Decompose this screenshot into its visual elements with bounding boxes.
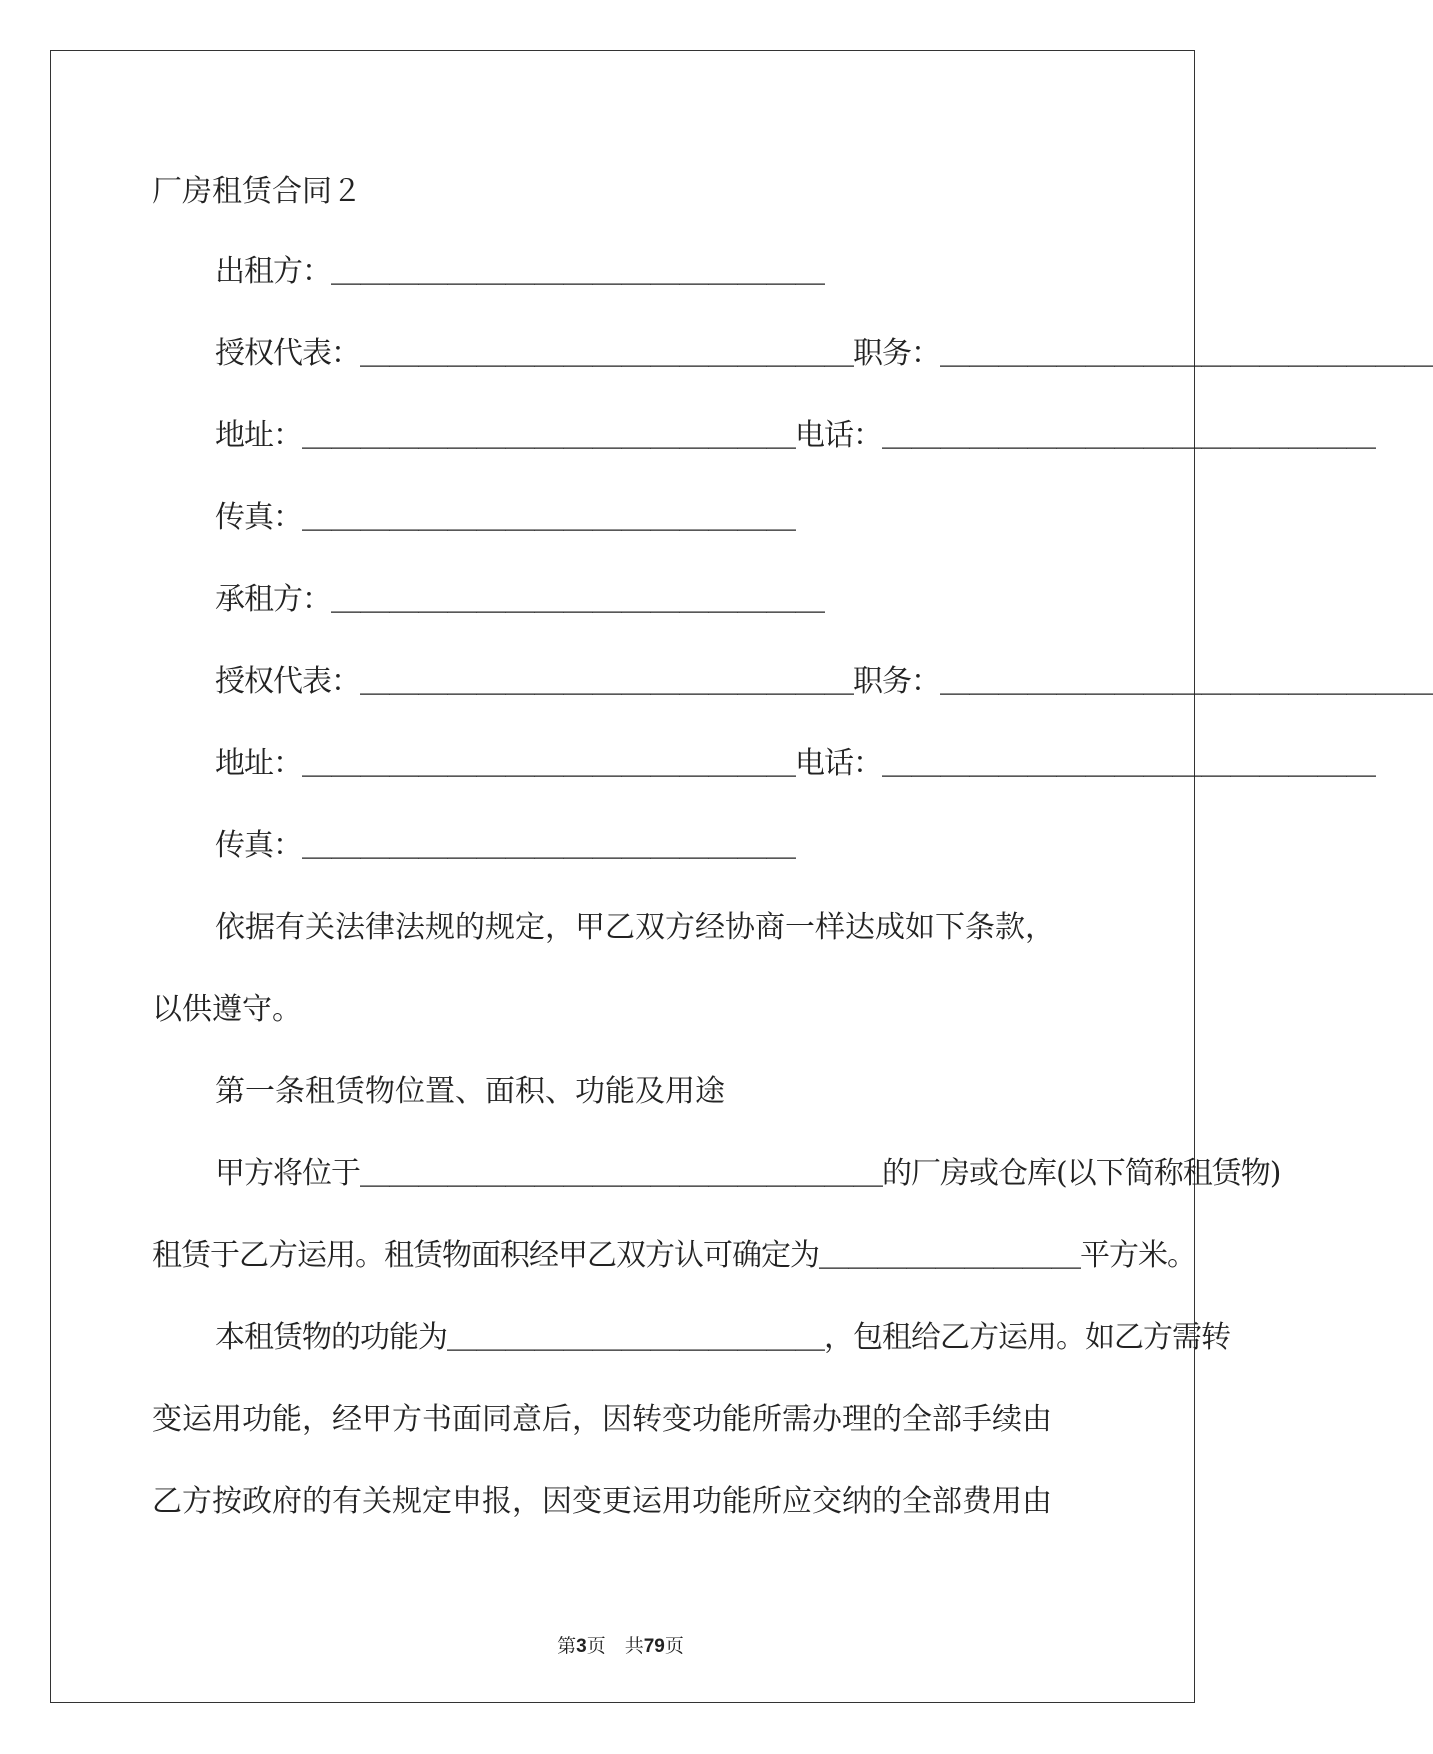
page-footer (0, 1631, 1241, 1658)
preamble-line-2: 以供遵守。 (152, 992, 302, 1027)
lessee-fax-line: 传真：＿＿＿＿＿＿＿＿＿＿＿＿＿＿＿＿＿ (215, 828, 795, 863)
lessor-address-line: 地址：＿＿＿＿＿＿＿＿＿＿＿＿＿＿＿＿＿电话：＿＿＿＿＿＿＿＿＿＿＿＿＿＿＿＿＿ (215, 418, 1375, 453)
preamble-line-1: 依据有关法律法规的规定，甲乙双方经协商一样达成如下条款， (215, 910, 1055, 945)
article-1-line-5: 乙方按政府的有关规定申报，因变更运用功能所应交纳的全部费用由 (152, 1484, 1052, 1519)
article-1-heading: 第一条租赁物位置、面积、功能及用途 (215, 1074, 725, 1109)
footer-suffix: 页 (664, 1635, 684, 1657)
lessor-representative-line: 授权代表：＿＿＿＿＿＿＿＿＿＿＿＿＿＿＿＿＿职务：＿＿＿＿＿＿＿＿＿＿＿＿＿＿＿＿＿ (215, 336, 1433, 371)
footer-prefix: 第 (557, 1635, 577, 1657)
article-1-line-4: 变运用功能，经甲方书面同意后，因转变功能所需办理的全部手续由 (152, 1402, 1052, 1437)
footer-middle: 页 共 (586, 1635, 644, 1657)
lessor-line: 出租方：＿＿＿＿＿＿＿＿＿＿＿＿＿＿＿＿＿ (215, 254, 824, 289)
footer-total-pages: 79 (643, 1636, 665, 1657)
lessee-line: 承租方：＿＿＿＿＿＿＿＿＿＿＿＿＿＿＿＿＿ (215, 582, 824, 617)
lessee-representative-line: 授权代表：＿＿＿＿＿＿＿＿＿＿＿＿＿＿＿＿＿职务：＿＿＿＿＿＿＿＿＿＿＿＿＿＿＿＿＿ (215, 664, 1433, 699)
page-border (50, 50, 1195, 1703)
lessee-address-line: 地址：＿＿＿＿＿＿＿＿＿＿＿＿＿＿＿＿＿电话：＿＿＿＿＿＿＿＿＿＿＿＿＿＿＿＿＿ (215, 746, 1375, 781)
document-title: 厂房租赁合同２ (152, 174, 362, 209)
article-1-line-2: 租赁于乙方运用。租赁物面积经甲乙双方认可确定为＿＿＿＿＿＿＿＿＿平方米。 (152, 1238, 1196, 1273)
footer-page-number: 3 (576, 1636, 587, 1657)
article-1-line-3: 本租赁物的功能为＿＿＿＿＿＿＿＿＿＿＿＿＿，包租给乙方运用。如乙方需转 (215, 1320, 1230, 1355)
article-1-line-1: 甲方将位于＿＿＿＿＿＿＿＿＿＿＿＿＿＿＿＿＿＿的厂房或仓库(以下简称租赁物) (215, 1156, 1281, 1191)
lessor-fax-line: 传真：＿＿＿＿＿＿＿＿＿＿＿＿＿＿＿＿＿ (215, 500, 795, 535)
